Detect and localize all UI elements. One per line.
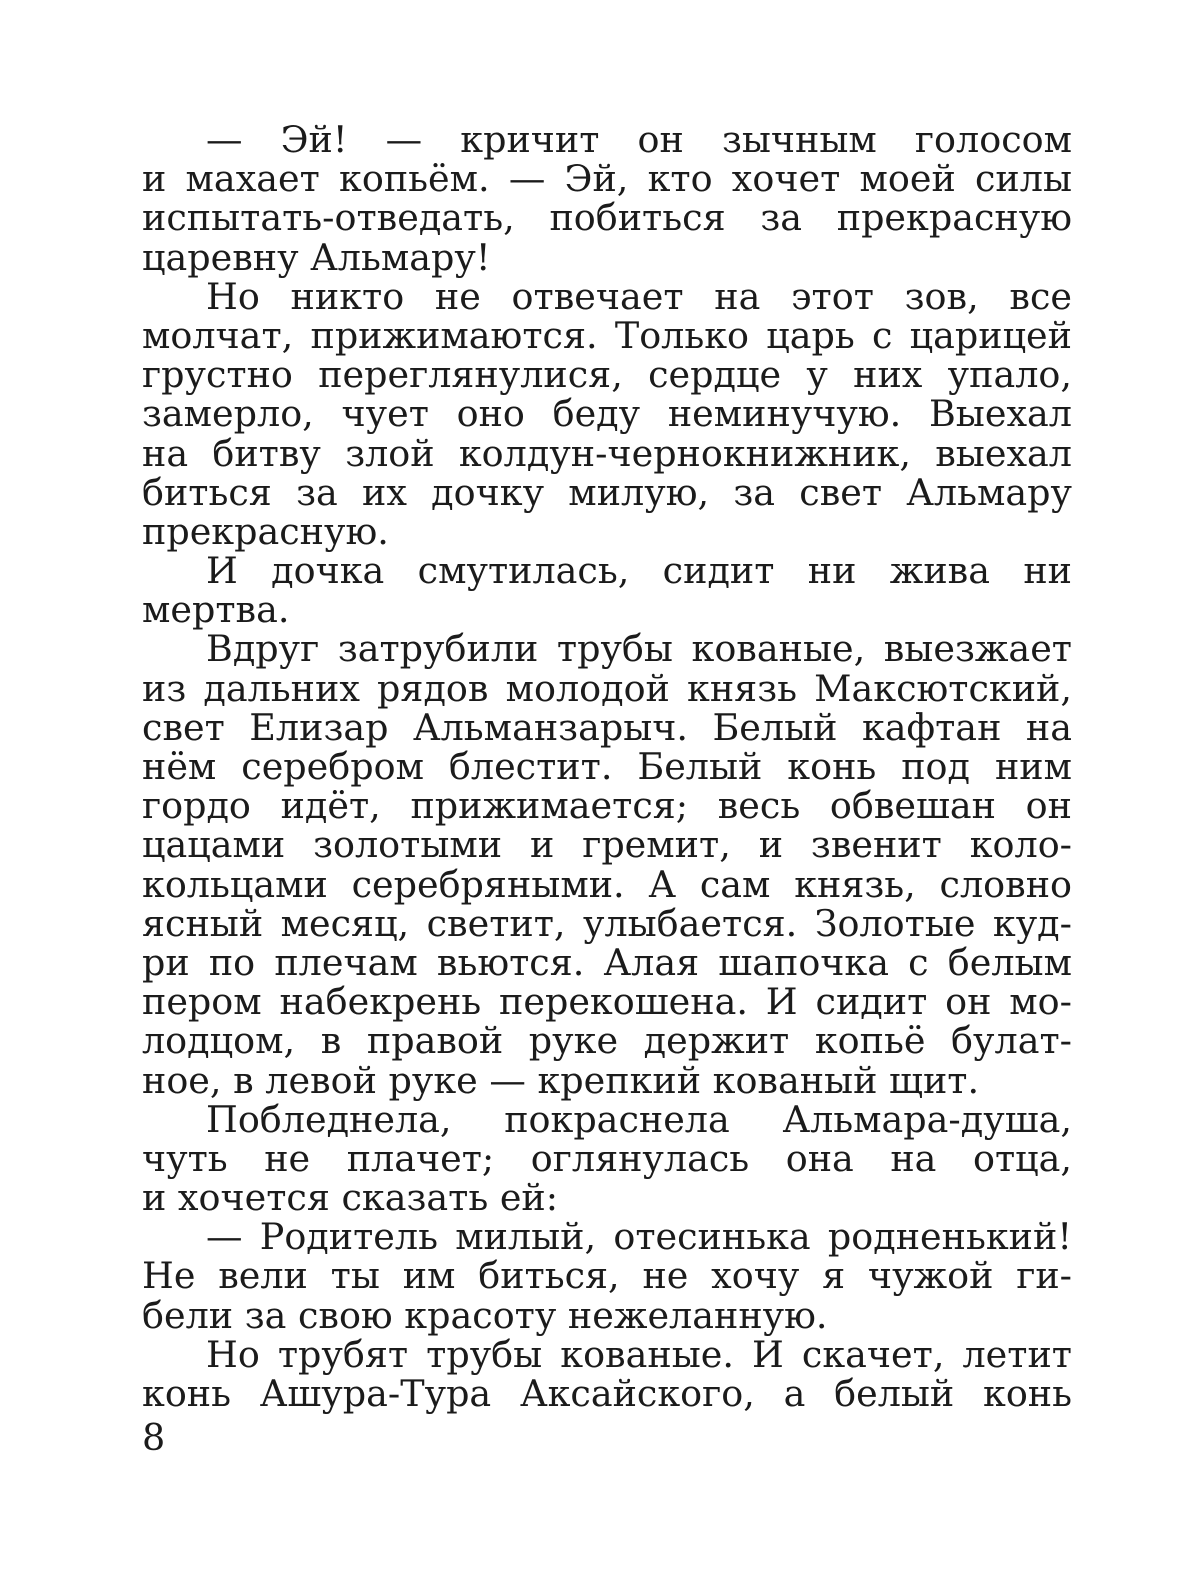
text-line: испытать-отведать, побиться за прекрасную bbox=[142, 196, 1072, 240]
text-line: — Эй! — кричит он зычным голосом bbox=[206, 118, 1072, 161]
text-line: из дальних рядов молодой князь Максютский, bbox=[142, 666, 1072, 710]
text-line: Побледнела, покраснела Альмара-душа, bbox=[206, 1097, 1072, 1141]
paragraph bbox=[142, 627, 1072, 1102]
paragraph bbox=[142, 274, 1072, 553]
page-number: 8 bbox=[142, 1416, 166, 1459]
paragraph bbox=[142, 1332, 1072, 1415]
paragraph bbox=[142, 1097, 1072, 1220]
text-line: Вдруг затрубили трубы кованые, выезжает bbox=[206, 627, 1072, 671]
text-line: биться за их дочку милую, за свет Альмару bbox=[142, 470, 1072, 514]
text-line: чуть не плачет; оглянулась она на отца, bbox=[142, 1136, 1072, 1180]
text-line: Но никто не отвечает на этот зов, все bbox=[206, 274, 1072, 318]
text-line: свет Елизар Альманзарыч. Белый кафтан на bbox=[142, 705, 1072, 749]
text-line: мертва. bbox=[142, 588, 290, 632]
text-line: пером набекрень перекошена. И сидит он мо- bbox=[142, 980, 1072, 1024]
text-line: и хочется сказать ей: bbox=[142, 1176, 559, 1220]
text-line: бели за свою красоту нежеланную. bbox=[142, 1293, 828, 1337]
text-line: ное, в левой руке — крепкий кованый щит. bbox=[142, 1058, 980, 1102]
text-line: кольцами серебряными. А сам князь, словно bbox=[142, 862, 1072, 906]
body-text bbox=[142, 120, 1072, 1413]
text-line: ри по плечам вьются. Алая шапочка с белым bbox=[142, 940, 1072, 984]
text-line: и махает копьём. — Эй, кто хочет моей силы bbox=[142, 157, 1072, 201]
text-line: Не вели ты им биться, не хочу я чужой ги- bbox=[142, 1254, 1072, 1298]
text-line: грустно переглянулися, сердце у них упало, bbox=[142, 353, 1072, 397]
text-line: замерло, чует оно беду неминучую. Выехал bbox=[142, 392, 1072, 436]
text-line: — Родитель милый, отесинька родненький! bbox=[206, 1215, 1072, 1259]
text-line: И дочка смутилась, сидит ни жива ни bbox=[206, 549, 1072, 593]
text-line: ясный месяц, светит, улыбается. Золотые куд- bbox=[142, 901, 1072, 945]
text-line: царевну Альмару! bbox=[142, 235, 491, 279]
paragraph bbox=[142, 1217, 1072, 1335]
paragraph bbox=[142, 120, 1072, 277]
text-line: прекрасную. bbox=[142, 509, 389, 553]
text-line: цацами золотыми и гремит, и звенит коло- bbox=[142, 823, 1072, 867]
paragraph bbox=[142, 549, 1072, 632]
text-line: на битву злой колдун-чернокнижник, выехал bbox=[142, 431, 1072, 475]
text-line: лодцом, в правой руке держит копьё булат- bbox=[142, 1019, 1072, 1063]
text-line: конь Ашура-Тура Аксайского, а белый конь bbox=[142, 1372, 1072, 1415]
text-line: гордо идёт, прижимается; весь обвешан он bbox=[142, 784, 1072, 828]
text-line: Но трубят трубы кованые. И скачет, летит bbox=[206, 1332, 1072, 1376]
text-line: молчат, прижимаются. Только царь с царицей bbox=[142, 313, 1072, 357]
text-line: нём серебром блестит. Белый конь под ним bbox=[142, 745, 1072, 788]
